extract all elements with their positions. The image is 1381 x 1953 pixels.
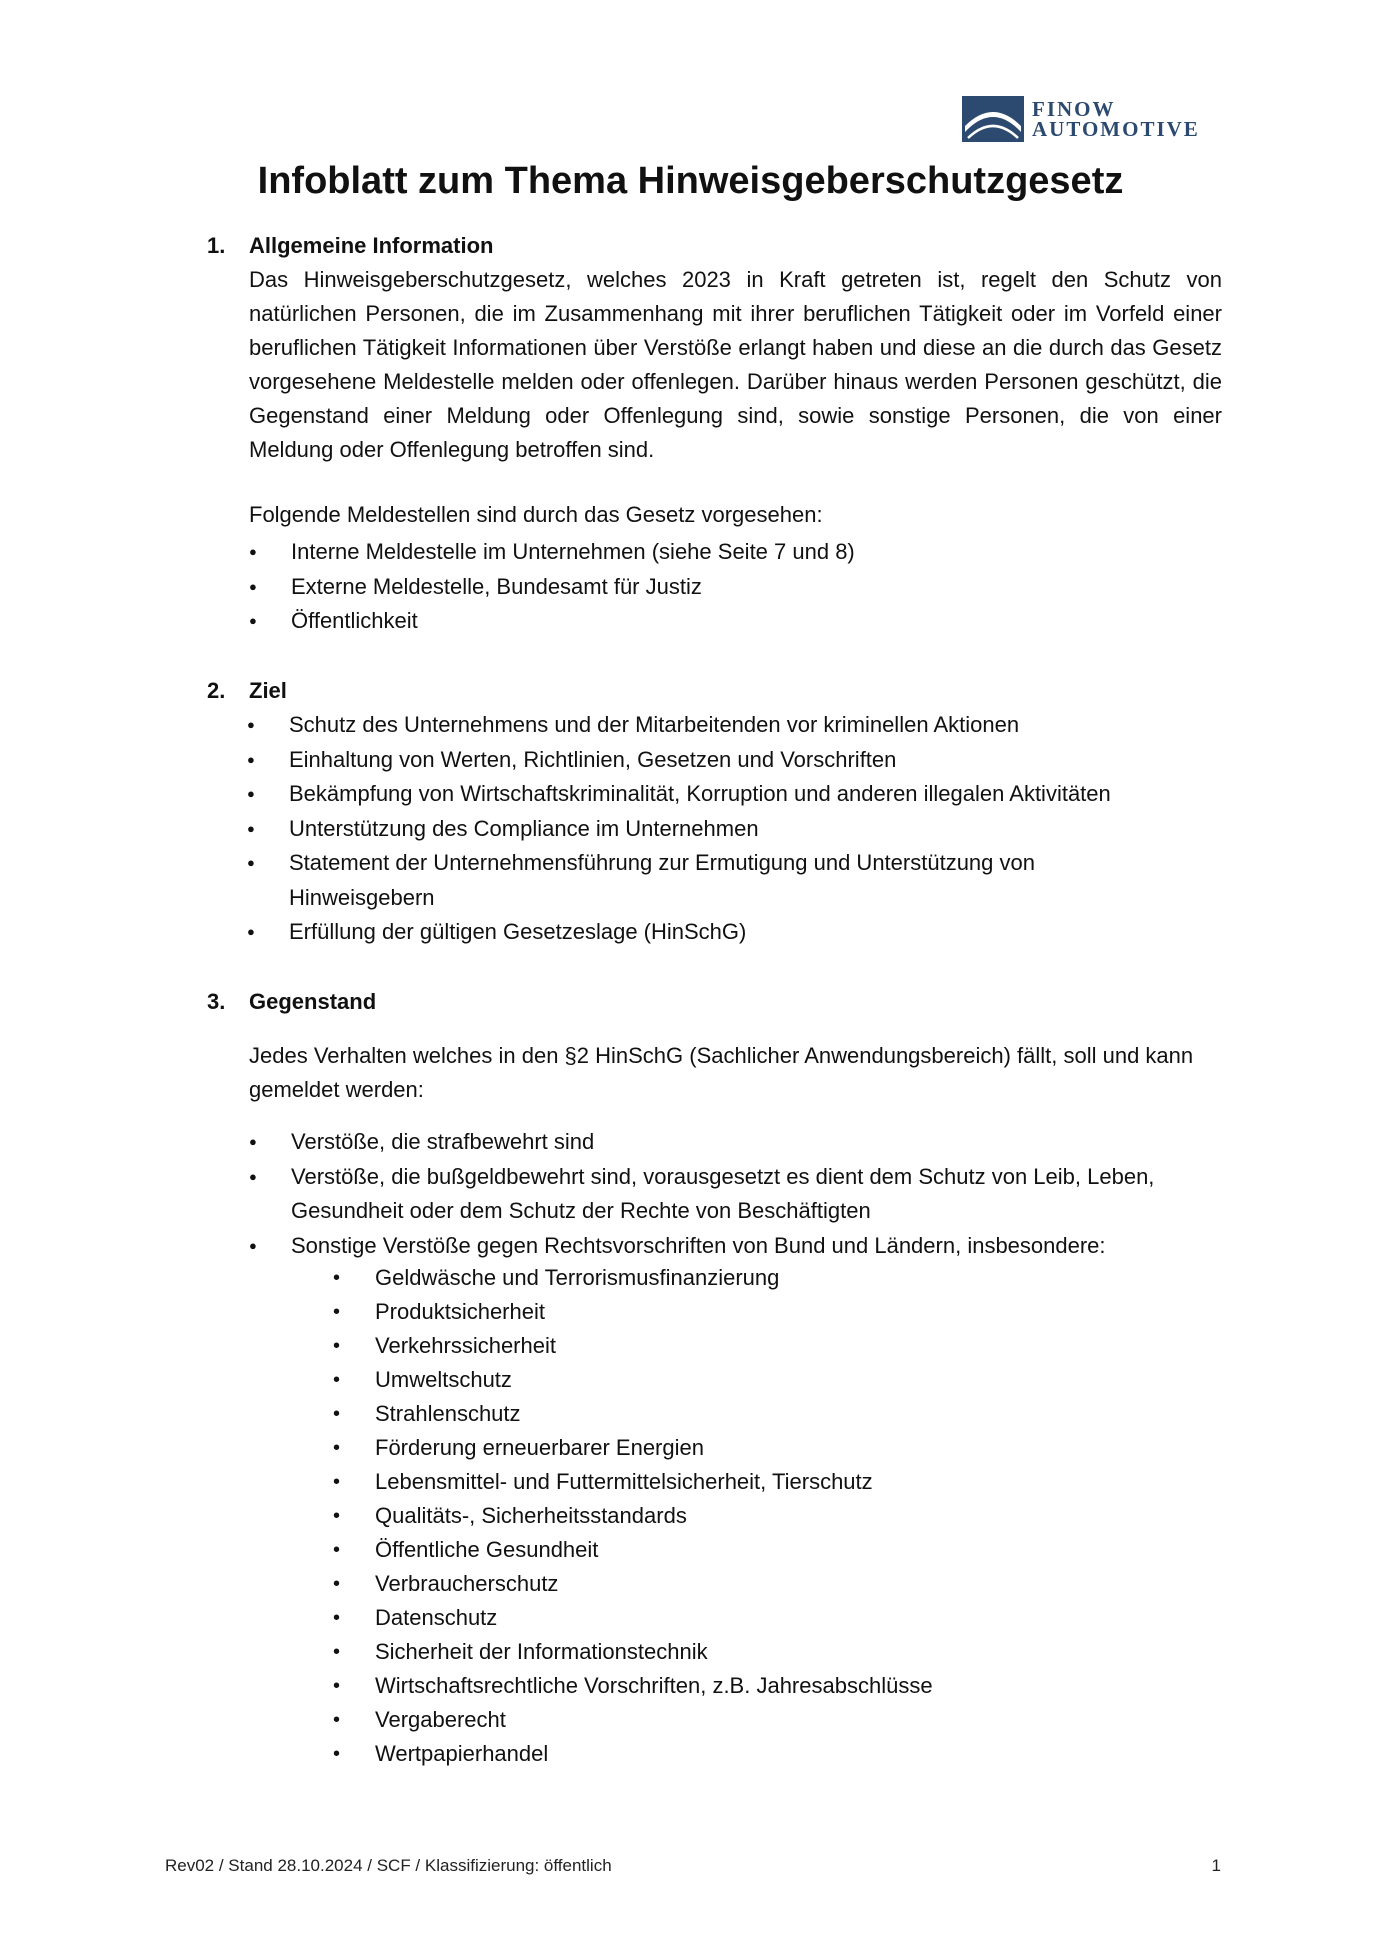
sub-list-item: • Förderung erneuerbarer Energien (333, 1431, 1213, 1465)
logo-mark-icon (962, 96, 1024, 142)
section-title: Gegenstand (249, 989, 377, 1014)
sub-list-item: • Datenschutz (333, 1601, 1213, 1635)
section-heading-2 (207, 677, 287, 705)
list-item: ● Externe Meldestelle, Bundesamt für Justiz (249, 570, 1222, 605)
sub-list-item: • Produktsicherheit (333, 1295, 1213, 1329)
bullet-list (247, 708, 1127, 950)
section-paragraph: Das Hinweisgeberschutzgesetz, welches 2023 in Kraft getreten ist, regelt den Schutz von natürlichen Personen, die im Zusammenhang mit ihrer beruflichen Tätigkeit oder im Vorfeld einer beruflichen Tätigkeit Informationen über Verstöße erlangt haben und diese an die durch das Gesetz vorgesehene Meldestelle melden oder offenlegen. Darüber hinaus werden Personen geschützt, die Gegenstand einer Meldung oder Offenlegung sind, sowie sonstige Personen, die von einer Meldung oder Offenlegung betroffen sind. (249, 267, 1222, 462)
list-item: ● Schutz des Unternehmens und der Mitarbeitenden vor kriminellen Aktionen (247, 708, 1127, 743)
section-heading-1 (207, 232, 493, 260)
list-item: ● Verstöße, die bußgeldbewehrt sind, vorausgesetzt es dient dem Schutz von Leib, Leben, Gesundheit oder dem Schutz der Rechte von Beschäftigten (249, 1160, 1222, 1229)
list-item: ● Bekämpfung von Wirtschaftskriminalität, Korruption und anderen illegalen Aktivitäten (247, 777, 1127, 812)
sub-list-item: • Wertpapierhandel (333, 1737, 1213, 1771)
sub-list-item: • Qualitäts-, Sicherheitsstandards (333, 1499, 1213, 1533)
list-item: ● Einhaltung von Werten, Richtlinien, Gesetzen und Vorschriften (247, 743, 1127, 778)
logo-line1: FINOW (1032, 97, 1116, 121)
list-item: ● Unterstützung des Compliance im Unternehmen (247, 812, 1127, 847)
sub-list-item: • Verbraucherschutz (333, 1567, 1213, 1601)
list-item: ● Verstöße, die strafbewehrt sind (249, 1125, 1222, 1160)
section-intro: Jedes Verhalten welches in den §2 HinSchG (Sachlicher Anwendungsbereich) fällt, soll und kann gemeldet werden: (249, 1043, 1194, 1102)
sub-list-item: • Sicherheit der Informationstechnik (333, 1635, 1213, 1669)
section-intro: Folgende Meldestellen sind durch das Gesetz vorgesehen: (249, 502, 823, 527)
page-number: 1 (1211, 1856, 1221, 1875)
sub-list-item: • Öffentliche Gesundheit (333, 1533, 1213, 1567)
bullet-list (249, 1125, 1222, 1263)
list-item: ● Öffentlichkeit (249, 604, 1222, 639)
section-number: 2. (207, 678, 226, 703)
list-item: ● Sonstige Verstöße gegen Rechtsvorschriften von Bund und Ländern, insbesondere: (249, 1229, 1222, 1264)
section-number: 1. (207, 233, 226, 258)
section-number: 3. (207, 989, 226, 1014)
sub-list-item: • Umweltschutz (333, 1363, 1213, 1397)
page-title: Infoblatt zum Thema Hinweisgeberschutzgesetz (257, 160, 1124, 202)
section-title: Allgemeine Information (249, 233, 494, 258)
sub-list-item: • Geldwäsche und Terrorismusfinanzierung (333, 1261, 1213, 1295)
logo-line2: AUTOMOTIVE (1032, 117, 1200, 141)
section-heading-3 (207, 988, 376, 1016)
sub-bullet-list (333, 1261, 1213, 1771)
section-title: Ziel (249, 678, 287, 703)
list-item: ● Interne Meldestelle im Unternehmen (siehe Seite 7 und 8) (249, 535, 1222, 570)
sub-list-item: • Vergaberecht (333, 1703, 1213, 1737)
list-item: ● Statement der Unternehmensführung zur Ermutigung und Unterstützung von Hinweisgebern (247, 846, 1127, 915)
page-footer (165, 1856, 1221, 1876)
company-logo (962, 96, 1200, 142)
sub-list-item: • Wirtschaftsrechtliche Vorschriften, z.B. Jahresabschlüsse (333, 1669, 1213, 1703)
bullet-list (249, 535, 1222, 639)
sub-list-item: • Lebensmittel- und Futtermittelsicherheit, Tierschutz (333, 1465, 1213, 1499)
sub-list-item: • Strahlenschutz (333, 1397, 1213, 1431)
sub-list-item: • Verkehrssicherheit (333, 1329, 1213, 1363)
footer-revision-text: Rev02 / Stand 28.10.2024 / SCF / Klassifizierung: öffentlich (165, 1856, 612, 1875)
list-item: ● Erfüllung der gültigen Gesetzeslage (HinSchG) (247, 915, 1127, 950)
